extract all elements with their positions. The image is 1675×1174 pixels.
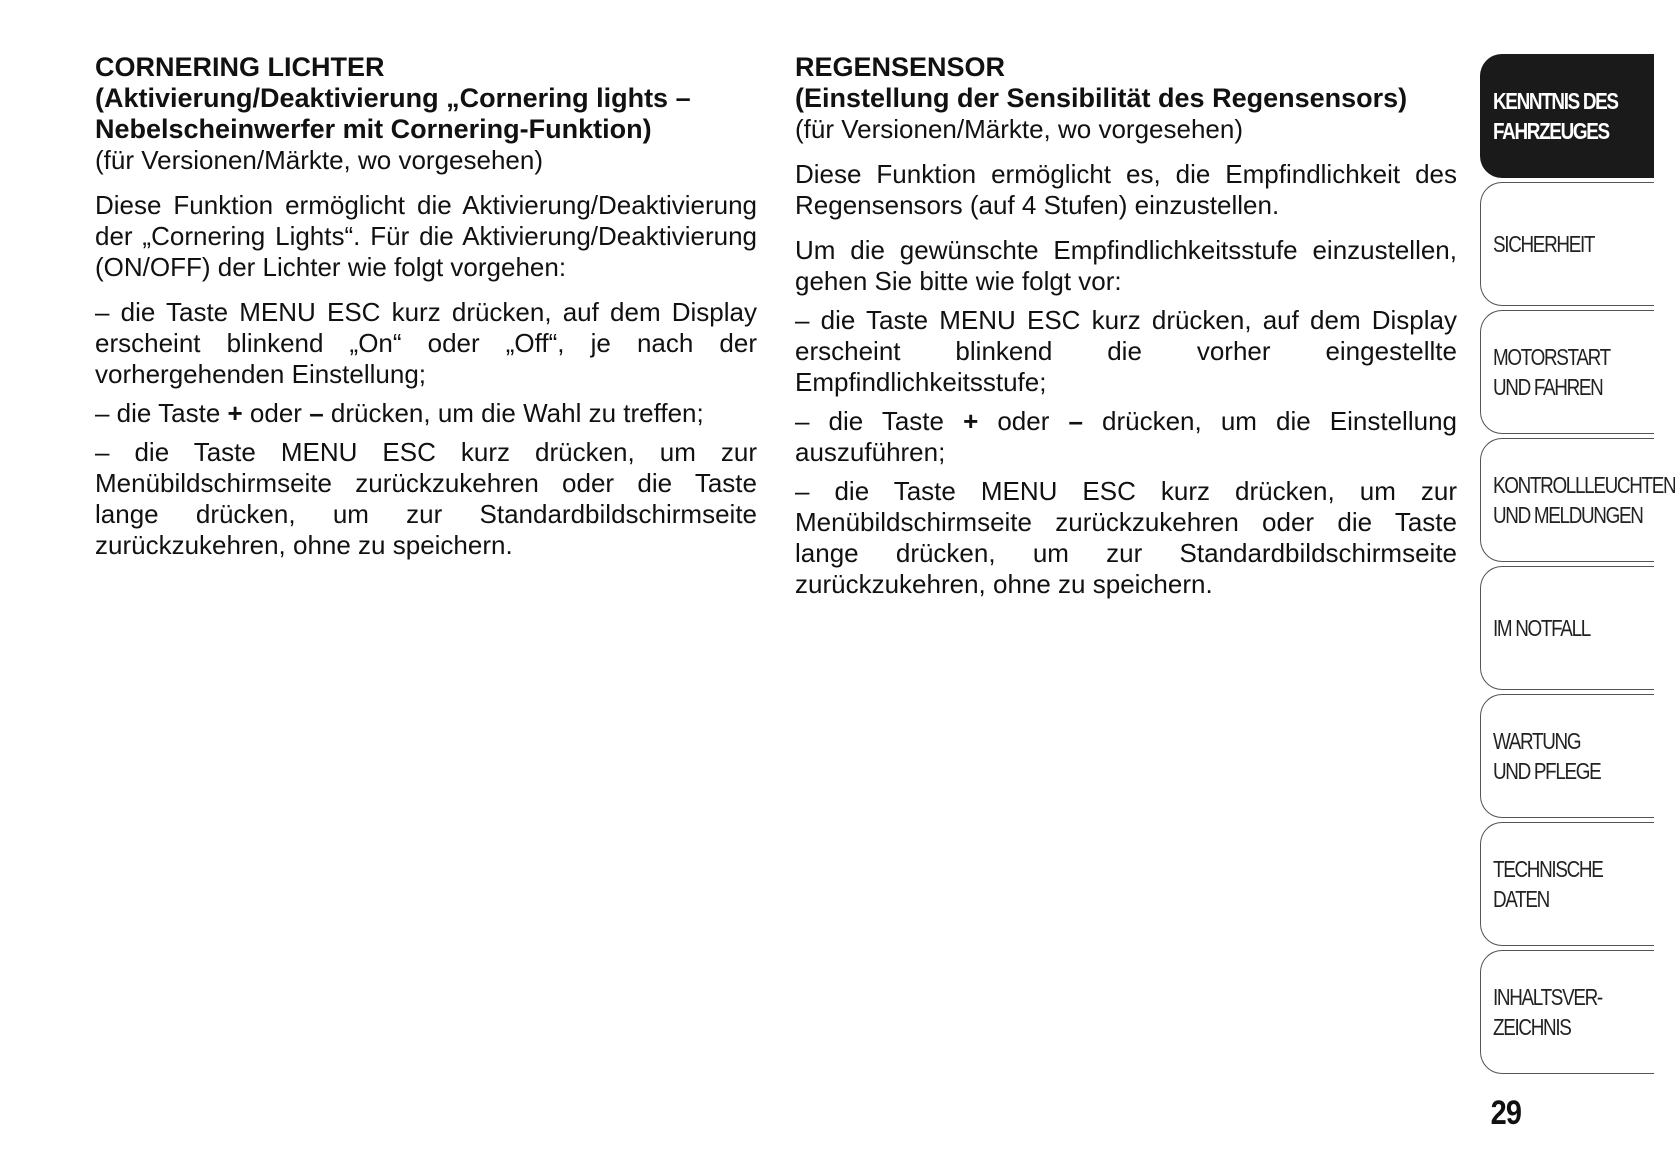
tab-label: KONTROLLLEUCHTEN UND MELDUNGEN: [1493, 472, 1675, 528]
plus-symbol: +: [227, 398, 243, 428]
tab-label: MOTORSTART UND FAHREN: [1493, 344, 1610, 400]
tab-label: IM NOTFALL: [1493, 615, 1590, 641]
tab-label: KENNTNIS DES FAHRZEUGES: [1493, 88, 1618, 144]
chapter-tabs: [1480, 54, 1675, 1078]
intro-paragraph-2: Um die gewünschte Empfindlichkeitsstufe einzustellen, gehen Sie bitte wie folgt vor:: [795, 235, 1457, 296]
step-2-text-end: drücken, um die Einstellung auszuführen;: [795, 406, 1457, 467]
step-1: – die Taste MENU ESC kurz drücken, auf dem Display erscheint blinkend „On“ oder „Off“, je nach der vorhergehenden Einstellung;: [95, 297, 757, 389]
tab-motorstart-und-fahren[interactable]: [1480, 310, 1654, 434]
tab-technische-daten[interactable]: [1480, 822, 1654, 946]
section-title-cornering: CORNERING LICHTER: [95, 52, 385, 82]
step-3: – die Taste MENU ESC kurz drücken, um zur Menübildschirmseite zurückzukehren oder die Taste lange drücken, um zur Standardbildschirmseite zurückzukehren, ohne zu speichern.: [95, 437, 757, 560]
tab-label: INHALTSVER- ZEICHNIS: [1493, 984, 1602, 1040]
step-2: [95, 398, 757, 429]
section-title-regensensor: REGENSENSOR: [795, 52, 1006, 82]
minus-symbol: –: [309, 398, 324, 428]
step-2-text-start: – die Taste: [95, 398, 228, 428]
right-column: [795, 52, 1457, 608]
intro-paragraph: Diese Funktion ermöglicht die Aktivierung/Deaktivierung der „Cornering Lights“. Für die Aktivierung/Deaktivierung (ON/OFF) der Lichter wie folgt vorgehen:: [95, 190, 757, 282]
step-3: – die Taste MENU ESC kurz drücken, um zur Menübildschirmseite zurückzukehren oder die Taste lange drücken, um zur Standardbildschirmseite zurückzukehren, ohne zu speichern.: [795, 476, 1457, 599]
tab-kenntnis-des-fahrzeuges[interactable]: [1480, 54, 1654, 178]
tab-label: WARTUNG UND PFLEGE: [1493, 728, 1601, 784]
tab-wartung-und-pflege[interactable]: [1480, 694, 1654, 818]
tab-sicherheit[interactable]: [1480, 182, 1654, 306]
availability-note: (für Versionen/Märkte, wo vorgesehen): [795, 114, 1243, 144]
plus-symbol: +: [963, 406, 979, 436]
step-2: [795, 406, 1457, 468]
step-1: – die Taste MENU ESC kurz drücken, auf dem Display erscheint blinkend die vorher eingestellte Empfindlichkeitsstufe;: [795, 305, 1457, 397]
section-subtitle-cornering: (Aktivierung/Deaktivierung „Cornering lights – Nebelscheinwerfer mit Cornering-Funktion): [95, 83, 691, 144]
tab-label: SICHERHEIT: [1493, 231, 1595, 257]
step-2-text-mid: oder: [242, 398, 310, 428]
step-2-text-mid: oder: [978, 406, 1069, 436]
tab-inhaltsverzeichnis[interactable]: [1480, 950, 1654, 1074]
step-2-text-end: drücken, um die Wahl zu treffen;: [323, 398, 704, 428]
step-2-text-start: – die Taste: [795, 406, 964, 436]
availability-note: (für Versionen/Märkte, wo vorgesehen): [95, 145, 543, 175]
intro-paragraph: Diese Funktion ermöglicht es, die Empfindlichkeit des Regensensors (auf 4 Stufen) einzustellen.: [795, 159, 1457, 220]
left-column: [95, 52, 757, 569]
minus-symbol: –: [1068, 406, 1083, 436]
page-number: 29: [1490, 1094, 1522, 1132]
tab-im-notfall[interactable]: [1480, 566, 1654, 690]
tab-label: TECHNISCHE DATEN: [1493, 856, 1603, 912]
section-subtitle-regensensor: (Einstellung der Sensibilität des Regensensors): [795, 83, 1408, 113]
tab-kontrollleuchten-und-meldungen[interactable]: [1480, 438, 1675, 562]
